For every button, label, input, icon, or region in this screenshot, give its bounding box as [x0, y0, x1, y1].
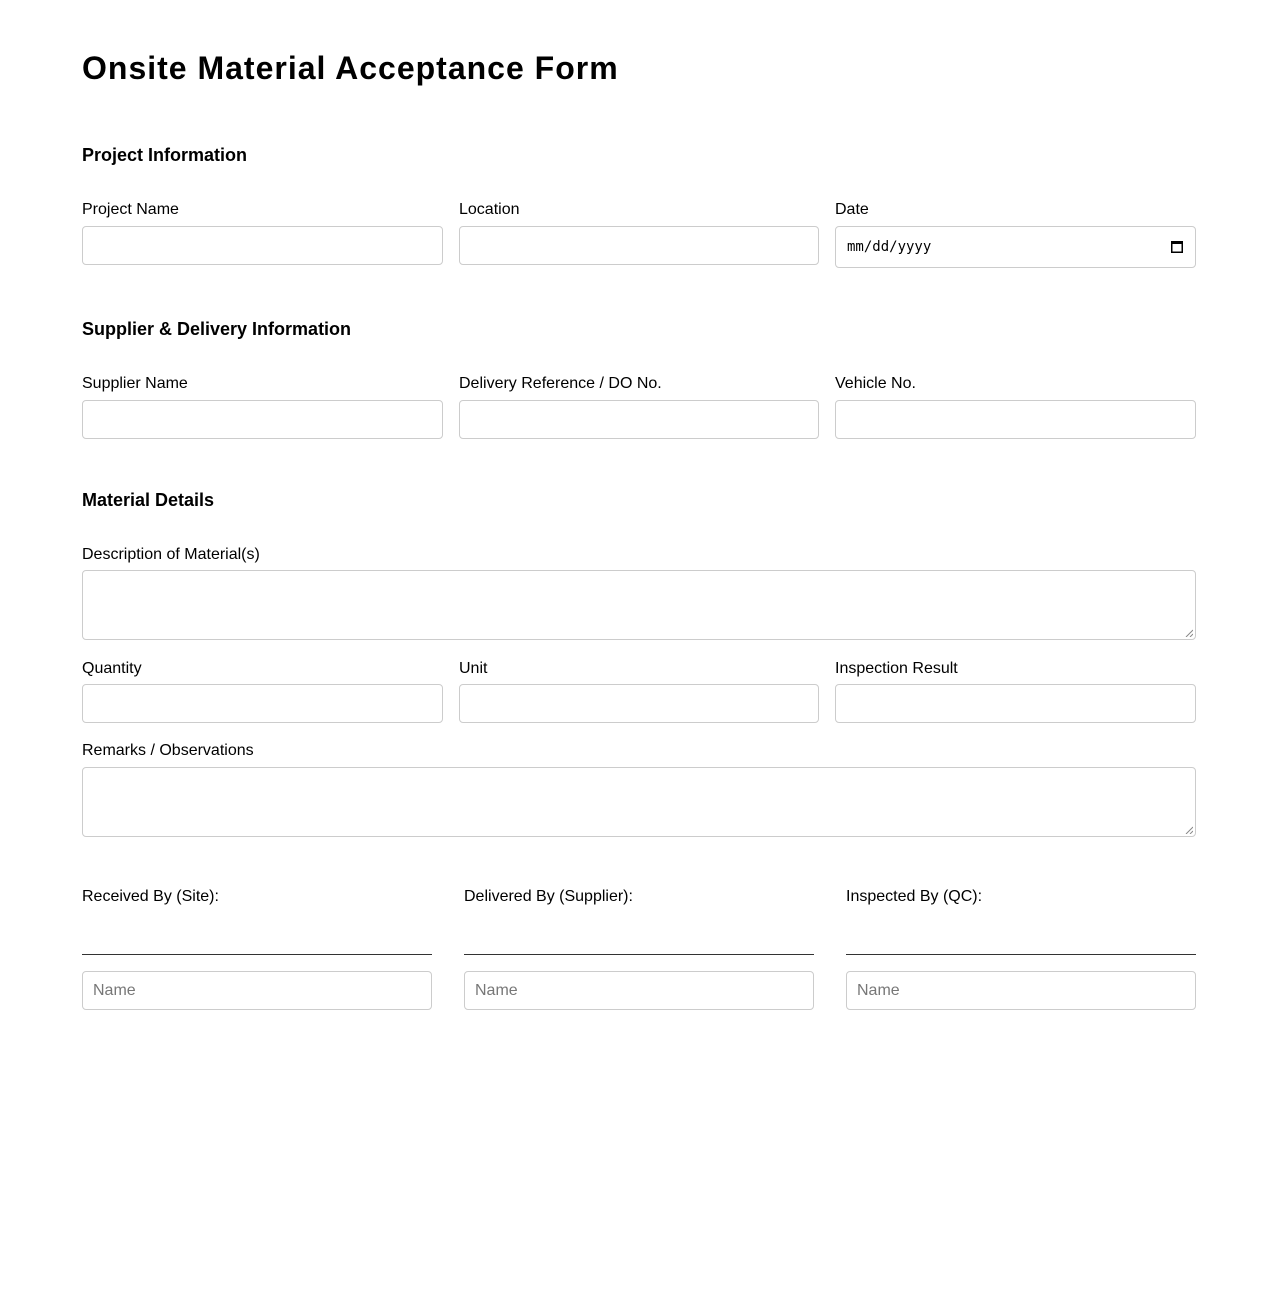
project-name-label: Project Name: [82, 201, 179, 218]
resize-handle-icon[interactable]: [1185, 826, 1193, 834]
delivery-ref-label: Delivery Reference / DO No.: [459, 375, 662, 392]
name-placeholder: Name: [475, 982, 518, 999]
unit-input[interactable]: [459, 684, 819, 723]
delivered-by-label: Delivered By (Supplier):: [464, 888, 633, 905]
remarks-textarea[interactable]: [82, 767, 1196, 837]
signature-line[interactable]: [464, 954, 814, 955]
description-textarea[interactable]: [82, 570, 1196, 640]
resize-handle-icon[interactable]: [1185, 629, 1193, 637]
vehicle-no-input[interactable]: [835, 400, 1196, 439]
delivery-ref-input[interactable]: [459, 400, 819, 439]
calendar-icon[interactable]: [1171, 240, 1183, 253]
inspected-by-label: Inspected By (QC):: [846, 888, 983, 905]
inspection-result-input[interactable]: [835, 684, 1196, 723]
name-placeholder: Name: [857, 982, 900, 999]
supplier-name-label: Supplier Name: [82, 375, 188, 392]
date-label: Date: [835, 201, 869, 218]
section-title-material: Material Details: [82, 490, 215, 510]
description-label: Description of Material(s): [82, 546, 260, 563]
supplier-name-input[interactable]: [82, 400, 443, 439]
quantity-label: Quantity: [82, 660, 142, 677]
signature-line[interactable]: [846, 954, 1196, 955]
delivered-by-name-input[interactable]: [464, 971, 814, 1010]
received-by-label: Received By (Site):: [82, 888, 219, 905]
quantity-input[interactable]: [82, 684, 443, 723]
date-input[interactable]: [835, 226, 1196, 268]
section-title-supplier: Supplier & Delivery Information: [82, 319, 352, 339]
location-input[interactable]: [459, 226, 819, 265]
remarks-label: Remarks / Observations: [82, 742, 254, 759]
inspection-result-label: Inspection Result: [835, 660, 958, 677]
unit-label: Unit: [459, 660, 488, 677]
date-placeholder: mm/dd/yyyy: [847, 239, 932, 255]
page-title: Onsite Material Acceptance Form: [82, 50, 619, 86]
inspected-by-name-input[interactable]: [846, 971, 1196, 1010]
location-label: Location: [459, 201, 520, 218]
signature-line[interactable]: [82, 954, 432, 955]
project-name-input[interactable]: [82, 226, 443, 265]
name-placeholder: Name: [93, 982, 136, 999]
received-by-name-input[interactable]: [82, 971, 432, 1010]
vehicle-no-label: Vehicle No.: [835, 375, 916, 392]
section-title-project: Project Information: [82, 145, 248, 165]
